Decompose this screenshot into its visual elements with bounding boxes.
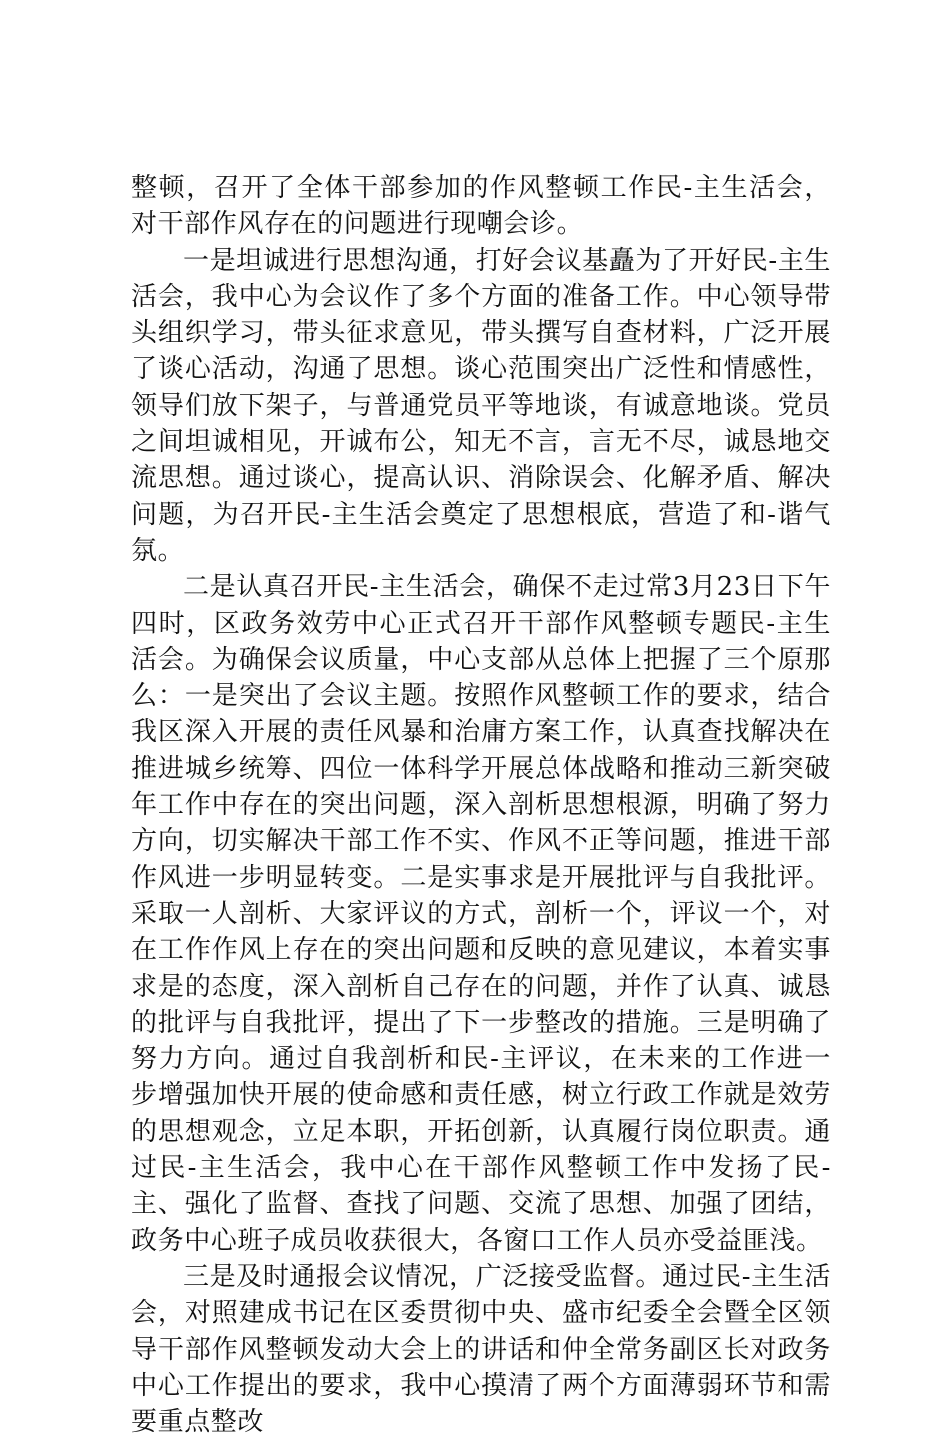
paragraph-third-point: 三是及时通报会议情况，广泛接受监督。通过民-主生活会，对照建成书记在区委贯彻中央、盛市纪委全会暨全区领导干部作风整顿发动大会上的讲话和仲全常务副区长对政务中心工作提出的要求，我中心摸清了两个方面薄弱环节和需要重点整改: [131, 1261, 831, 1438]
paragraph-continuation: 整顿，召开了全体干部参加的作风整顿工作民-主生活会，对干部作风存在的问题进行现嘲会诊。: [131, 173, 831, 240]
document-body: [131, 170, 831, 1440]
paragraph-second-point: 二是认真召开民-主生活会，确保不走过常3月23日下午四时，区政务效劳中心正式召开干部作风整顿专题民-主生活会。为确保会议质量，中心支部从总体上把握了三个原那么：一是突出了会议主题。按照作风整顿工作的要求，结合我区深入开展的责任风暴和治庸方案工作，认真查找解决在推进城乡统筹、四位一体科学开展总体战略和推动三新突破年工作中存在的突出问题，深入剖析思想根源，明确了努力方向，切实解决干部工作不实、作风不正等问题，推进干部作风进一步明显转变。二是实事求是开展批评与自我批评。采取一人剖析、大家评议的方式，剖析一个，评议一个，对在工作作风上存在的突出问题和反映的意见建议，本着实事求是的态度，深入剖析自己存在的问题，并作了认真、诚恳的批评与自我批评，提出了下一步整改的措施。三是明确了努力方向。通过自我剖析和民-主评议，在未来的工作进一步增强加快开展的使命感和责任感，树立行政工作就是效劳的思想观念，立足本职，开拓创新，认真履行岗位职责。通过民-主生活会，我中心在干部作风整顿工作中发扬了民-主、强化了监督、查找了问题、交流了思想、加强了团结，政务中心班子成员收获很大，各窗口工作人员亦受益匪浅。: [131, 572, 831, 1256]
paragraph-first-point: 一是坦诚进行思想沟通，打好会议基矗为了开好民-主生活会，我中心为会议作了多个方面的准备工作。中心领导带头组织学习，带头征求意见，带头撰写自查材料，广泛开展了谈心活动，沟通了思想。谈心范围突出广泛性和情感性，领导们放下架子，与普通党员平等地谈，有诚意地谈。党员之间坦诚相见，开诚布公，知无不言，言无不尽，诚恳地交流思想。通过谈心，提高认识、消除误会、化解矛盾、解决问题，为召开民-主生活会奠定了思想根底，营造了和-谐气氛。: [131, 245, 831, 566]
